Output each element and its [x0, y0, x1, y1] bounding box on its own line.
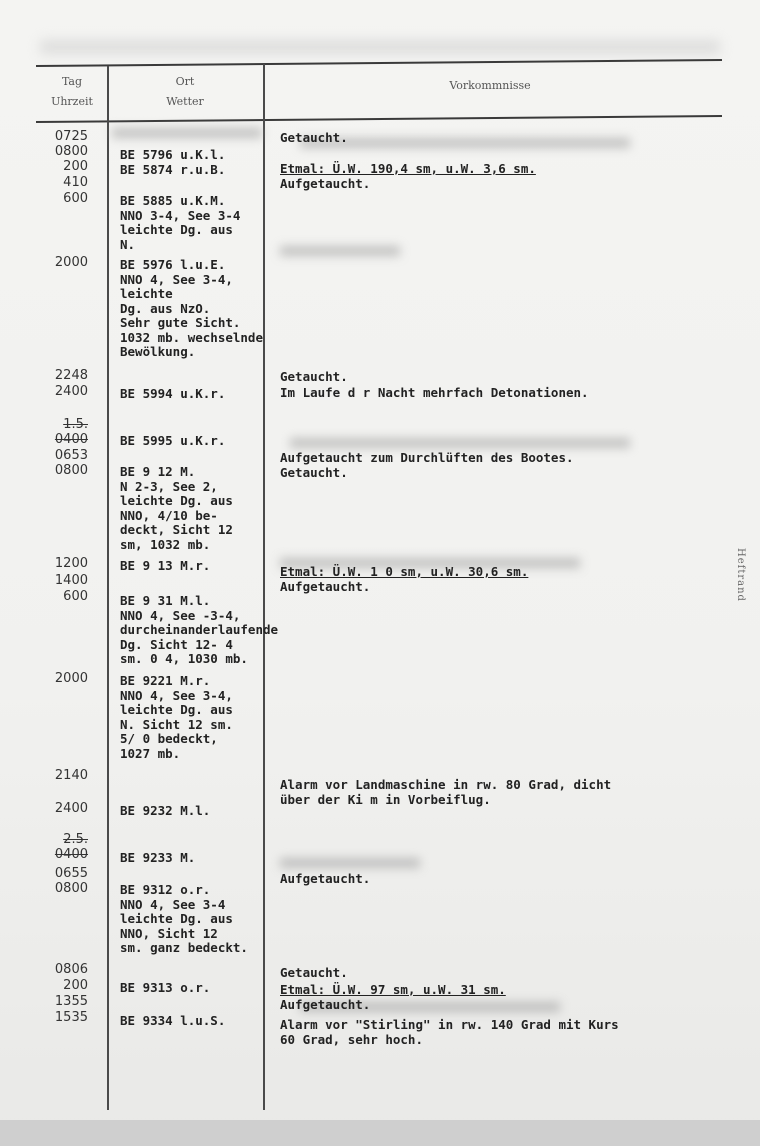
entry-time: 2400 — [54, 384, 88, 399]
entry-location: BE 9 13 M.r. — [120, 558, 211, 573]
column-divider-time — [107, 66, 109, 1110]
entry-time: 200 — [63, 159, 88, 174]
entry-time: 2000 — [54, 671, 88, 686]
entry-date: 1.5. — [63, 417, 88, 432]
entry-time: 0800 — [54, 463, 88, 478]
entry-event: Aufgetaucht. — [280, 997, 371, 1012]
entry-event: Getaucht. — [280, 130, 348, 145]
entry-location: BE 9232 M.l. — [120, 803, 211, 818]
entry-location: BE 5995 u.K.r. — [120, 433, 226, 448]
page-bottom-edge — [0, 1120, 760, 1146]
entry-time: 410 — [63, 175, 88, 190]
entry-time: 0400 — [54, 432, 88, 447]
entry-event: Getaucht. — [280, 965, 348, 980]
entry-time: 0800 — [54, 881, 88, 896]
header-location — [130, 72, 240, 112]
entry-event: Aufgetaucht. — [280, 176, 371, 191]
smudge — [112, 128, 262, 138]
entry-time: 2248 — [54, 368, 88, 383]
entry-location: BE 5885 u.K.M. NNO 3-4, See 3-4 leichte Dg. aus N. — [120, 193, 241, 252]
entry-time: 1355 — [54, 994, 88, 1009]
entry-location: BE 5874 r.u.B. — [120, 162, 226, 177]
entry-event: Getaucht. — [280, 465, 348, 480]
margin-label: Heftrand — [735, 548, 746, 602]
header-time — [40, 72, 104, 112]
entry-time: 0806 — [54, 962, 88, 977]
entry-location: BE 9233 M. — [120, 850, 196, 865]
entry-time: 0400 — [54, 847, 88, 862]
entry-location: BE 5976 l.u.E. NNO 4, See 3-4, leichte Dg. aus NzO. Sehr gute Sicht. 1032 mb. wechselnde Bewölkung. — [120, 257, 263, 359]
entry-event: Alarm vor Landmaschine in rw. 80 Grad, dicht über der Ki m in Vorbeiflug. — [280, 777, 612, 807]
entry-event: Aufgetaucht zum Durchlüften des Bootes. — [280, 450, 574, 465]
entry-event: Im Laufe d r Nacht mehrfach Detonationen. — [280, 385, 589, 400]
entry-time: 0725 — [54, 129, 88, 144]
entry-location: BE 9334 l.u.S. — [120, 1013, 226, 1028]
entry-event: Getaucht. — [280, 369, 348, 384]
entry-location: BE 5994 u.K.r. — [120, 386, 226, 401]
entry-time: 200 — [63, 978, 88, 993]
entry-event: Etmal: Ü.W. 1 0 sm, u.W. 30,6 sm. — [280, 564, 529, 579]
entry-location: BE 5796 u.K.l. — [120, 147, 226, 162]
header-location-line2: Wetter — [166, 95, 204, 108]
entry-time: 600 — [63, 191, 88, 206]
entry-event: Aufgetaucht. — [280, 579, 371, 594]
entry-time: 0800 — [54, 144, 88, 159]
entry-location: BE 9 12 M. N 2-3, See 2, leichte Dg. aus NNO, 4/10 be- deckt, Sicht 12 sm, 1032 mb. — [120, 464, 233, 552]
header-time-line2: Uhrzeit — [51, 95, 93, 108]
header-location-line1: Ort — [175, 75, 195, 88]
smudge — [290, 438, 630, 448]
entry-location: BE 9313 o.r. — [120, 980, 211, 995]
header-time-line1: Tag — [61, 75, 83, 88]
entry-event: Etmal: Ü.W. 97 sm, u.W. 31 sm. — [280, 982, 506, 997]
entry-time: 1200 — [54, 556, 88, 571]
entry-time: 2400 — [54, 801, 88, 816]
entry-time: 0655 — [54, 866, 88, 881]
entry-event: Alarm vor "Stirling" in rw. 140 Grad mit Kurs 60 Grad, sehr hoch. — [280, 1017, 619, 1047]
entry-location: BE 9 31 M.l. NNO 4, See -3-4, durcheinanderlaufende Dg. Sicht 12- 4 sm. 0 4, 1030 mb. — [120, 593, 279, 666]
header-top-rule — [36, 59, 722, 67]
entry-event: Aufgetaucht. — [280, 871, 371, 886]
entry-time: 600 — [63, 589, 88, 604]
header-bottom-rule — [36, 115, 722, 123]
entry-location: BE 9221 M.r. NNO 4, See 3-4, leichte Dg. aus N. Sicht 12 sm. 5/ 0 bedeckt, 1027 mb. — [120, 673, 233, 761]
page-top-shadow — [40, 40, 720, 54]
entry-time: 1535 — [54, 1010, 88, 1025]
entry-time: 1400 — [54, 573, 88, 588]
entry-location: BE 9312 o.r. NNO 4, See 3-4 leichte Dg. aus NNO, Sicht 12 sm. ganz bedeckt. — [120, 882, 248, 955]
entry-event: Etmal: Ü.W. 190,4 sm, u.W. 3,6 sm. — [280, 161, 536, 176]
entry-time: 0653 — [54, 448, 88, 463]
header-events: Vorkommnisse — [449, 79, 531, 92]
entry-time: 2140 — [54, 768, 88, 783]
entry-time: 2000 — [54, 255, 88, 270]
entry-date: 2.5. — [63, 832, 88, 847]
